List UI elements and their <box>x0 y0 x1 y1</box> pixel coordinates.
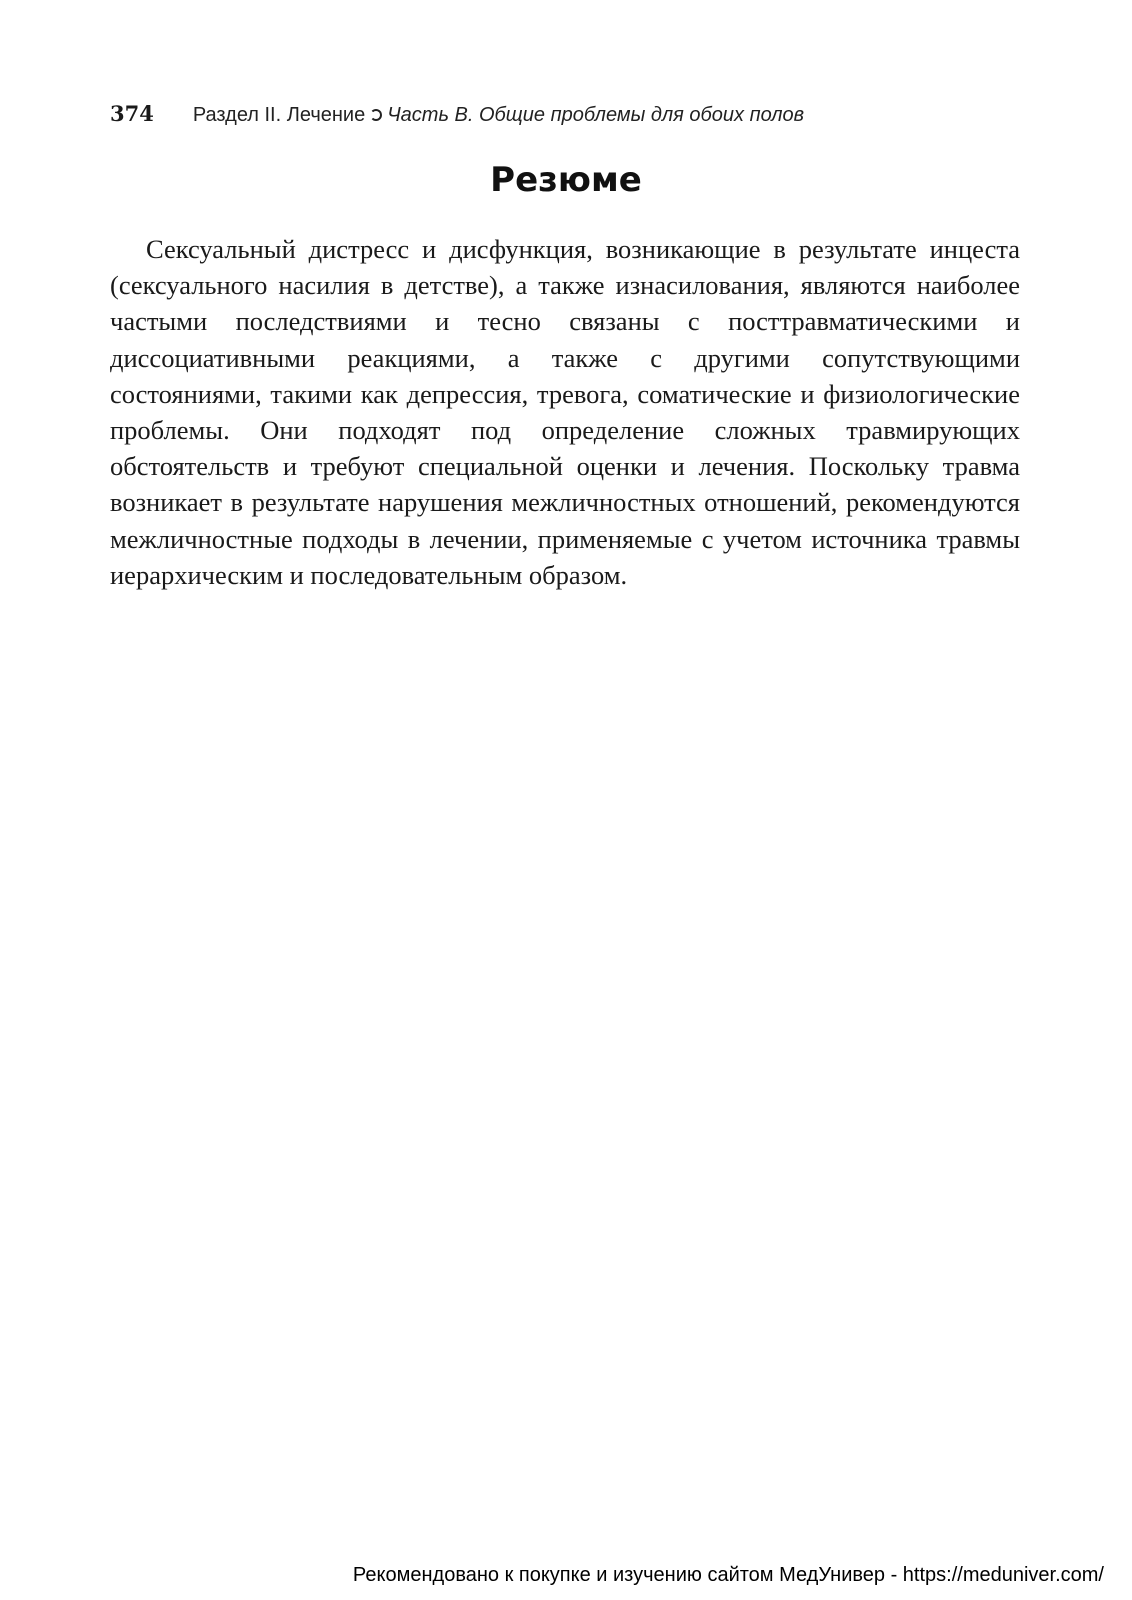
section-title: Резюме <box>490 160 642 200</box>
running-header <box>110 101 804 127</box>
part-name: Часть В. Общие проблемы для обоих полов <box>387 104 805 126</box>
summary-paragraph: Сексуальный дистресс и дисфункция, возникающие в результате инцеста (сексуального насилия в детстве), а также изнасилования, являются наиболее частыми последствиями и тесно связаны с посттравматическими и диссоциативными реакциями, а также с другими сопутствующими состояниями, такими как депрессия, тревога, соматические и физиологические проблемы. Они подходят под определение сложных травмирующих обстоятельств и требуют специальной оценки и лечения. Поскольку травма возникает в результате нарушения межличностных отношений, рекомендуются межличностные подходы в лечении, применяемые с учетом источника травмы иерархическим и последовательным образом. <box>110 234 1020 590</box>
footer-watermark: Рекомендовано к покупке и изучению сайтом МедУнивер - https://meduniver.com/ <box>352 1564 1104 1586</box>
separator-bullet-icon <box>370 109 382 121</box>
section-name: Раздел II. Лечение <box>192 104 366 126</box>
running-head <box>193 104 804 127</box>
page-number: 374 <box>110 101 154 126</box>
